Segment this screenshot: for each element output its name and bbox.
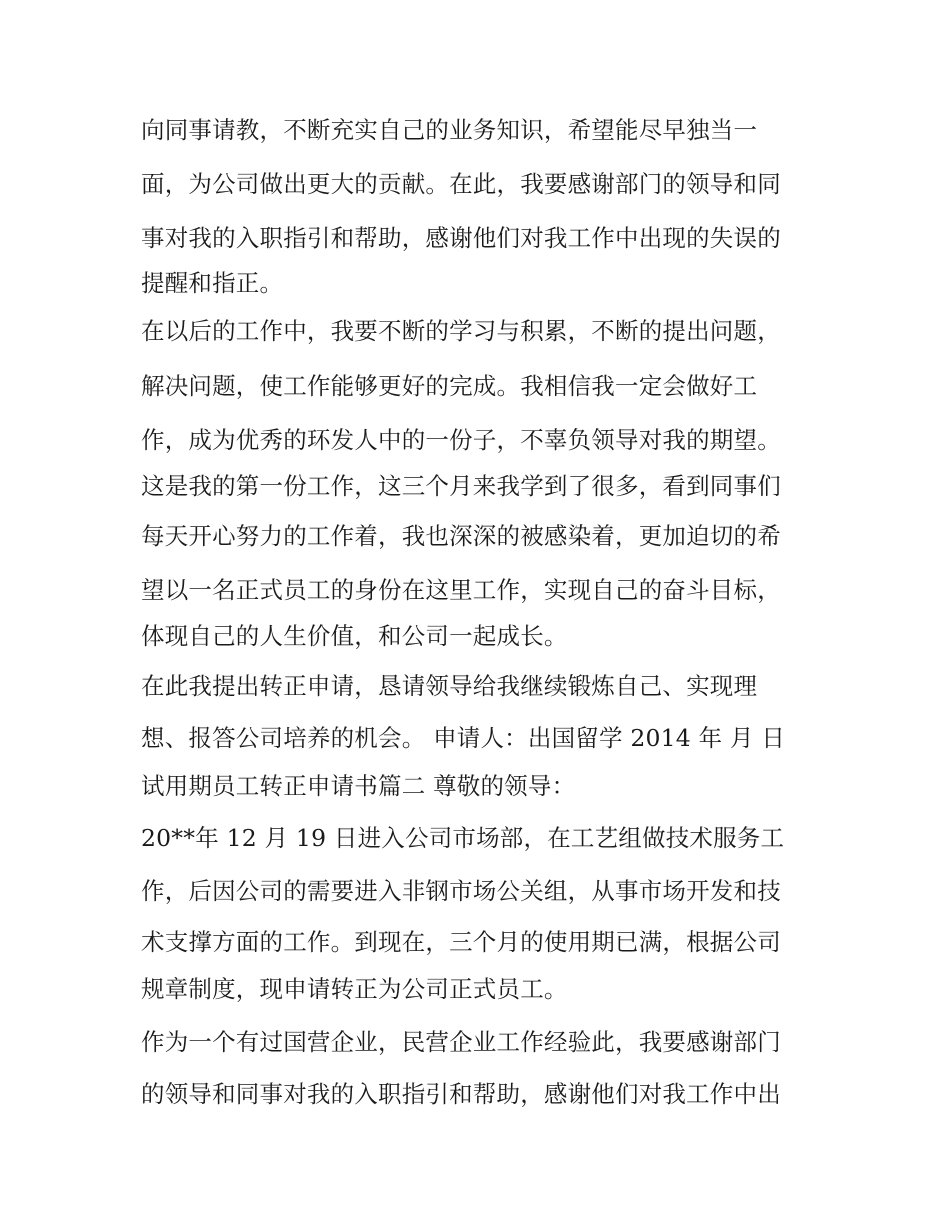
text-line: 事对我的入职指引和帮助，感谢他们对我工作中出现的失误的 bbox=[141, 224, 781, 252]
text-line: 规章制度，现申请转正为公司正式员工。 bbox=[141, 975, 568, 1003]
text-line: 每天开心努力的工作着，我也深深的被感染着，更加迫切的希 bbox=[141, 522, 781, 550]
text-line: 作，成为优秀的环发人中的一份子，不辜负领导对我的期望。 bbox=[141, 426, 781, 454]
text-line: 向同事请教，不断充实自己的业务知识，希望能尽早独当一 bbox=[141, 116, 758, 144]
text-line: 提醒和指正。 bbox=[141, 269, 284, 297]
text-line: 作为一个有过国营企业，民营企业工作经验此，我要感谢部门 bbox=[141, 1028, 781, 1056]
text-line: 试用期员工转正申请书篇二 尊敬的领导： bbox=[141, 772, 576, 800]
text-line: 术支撑方面的工作。到现在，三个月的使用期已满，根据公司 bbox=[141, 928, 781, 956]
text-line: 想、报答公司培养的机会。 申请人：出国留学 2014 年 月 日 bbox=[141, 724, 786, 752]
text-line: 在此我提出转正申请，恳请领导给我继续锻炼自己、实现理 bbox=[141, 672, 758, 700]
text-line: 体现自己的人生价值，和公司一起成长。 bbox=[141, 622, 568, 650]
text-line: 在以后的工作中，我要不断的学习与积累，不断的提出问题， bbox=[141, 317, 781, 345]
text-line: 20**年 12 月 19 日进入公司市场部，在工艺组做技术服务工 bbox=[141, 824, 785, 852]
text-line: 解决问题，使工作能够更好的完成。我相信我一定会做好工 bbox=[141, 372, 758, 400]
text-line: 望以一名正式员工的身份在这里工作，实现自己的奋斗目标， bbox=[141, 576, 781, 604]
text-line: 这是我的第一份工作，这三个月来我学到了很多，看到同事们 bbox=[141, 472, 781, 500]
text-line: 作，后因公司的需要进入非钢市场公关组，从事市场开发和技 bbox=[141, 877, 781, 905]
text-line: 面，为公司做出更大的贡献。在此，我要感谢部门的领导和同 bbox=[141, 170, 781, 198]
text-line: 的领导和同事对我的入职指引和帮助，感谢他们对我工作中出 bbox=[141, 1080, 781, 1108]
